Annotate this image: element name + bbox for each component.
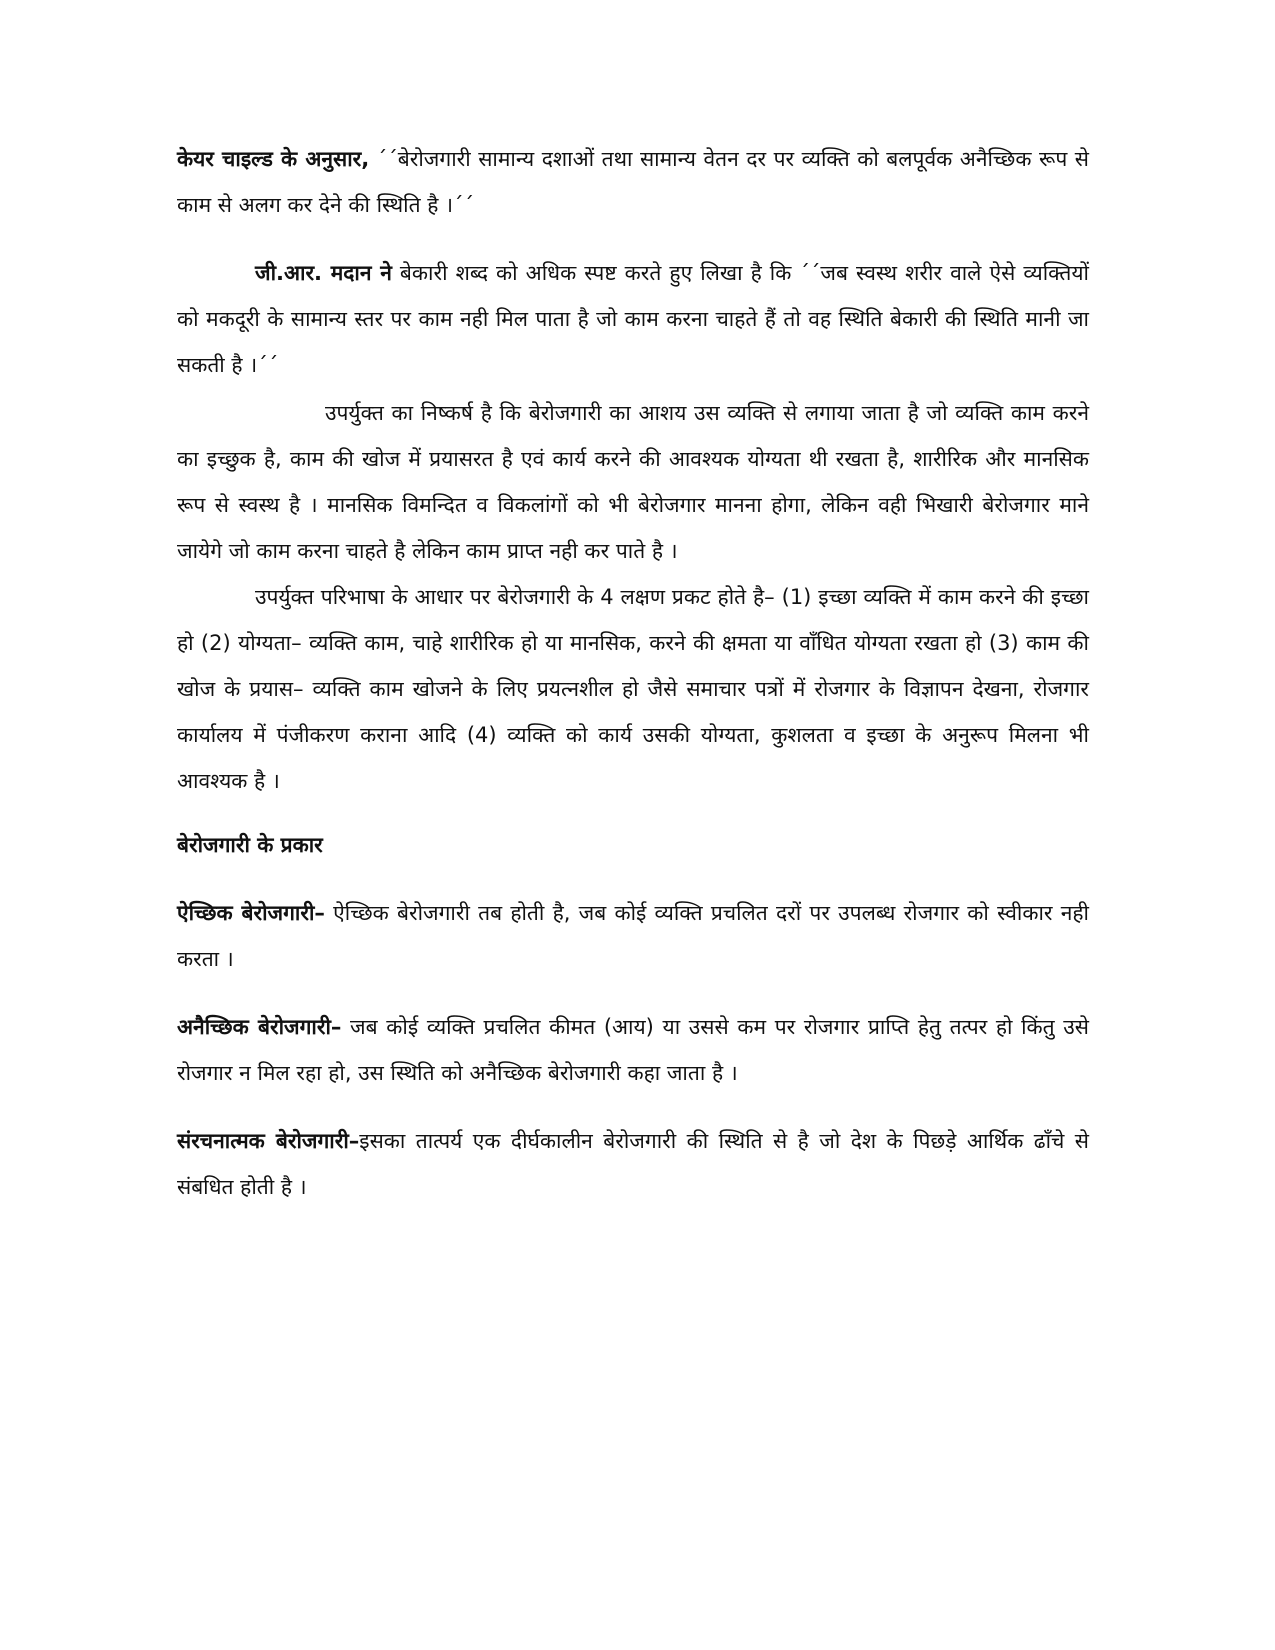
paragraph-lead-bold: ऐच्छिक बेरोजगारी– (177, 901, 325, 925)
paragraph-lead-bold: संरचनात्मक बेरोजगारी– (177, 1129, 360, 1153)
paragraph-involuntary-unemployment (177, 1004, 1089, 1096)
paragraph-lead-bold: जी.आर. मदान ने (255, 261, 392, 285)
paragraph-body: ´´बेरोजगारी सामान्य दशाओं तथा सामान्य वेतन दर पर व्यक्ति को बलपूर्वक अनैच्छिक रूप से काम से अलग कर देने की स्थिति है ।´´ (177, 147, 1089, 217)
paragraph-voluntary-unemployment (177, 890, 1089, 982)
paragraph-body: जब कोई व्यक्ति प्रचलित कीमत (आय) या उससे कम पर रोजगार प्राप्ति हेतु तत्पर हो किंतु उसे रोजगार न मिल रहा हो, उस स्थिति को अनैच्छिक बेरोजगारी कहा जाता है । (177, 1015, 1090, 1085)
paragraph-characteristics (177, 574, 1089, 804)
document-page (177, 136, 1089, 1210)
paragraph-madan-definition (177, 250, 1089, 388)
paragraph-body: इसका तात्पर्य एक दीर्घकालीन बेरोजगारी की स्थिति से है जो देश के पिछड़े आर्थिक ढाँचे से संबधित होती है । (177, 1129, 1089, 1199)
paragraph-body: बेकारी शब्द को अधिक स्पष्ट करते हुए लिखा है कि ´´जब स्वस्थ शरीर वाले ऐसे व्यक्तियों को मकदूरी के सामान्य स्तर पर काम नही मिल पाता है जो काम करना चाहते हैं तो वह स्थिति बेकारी की स्थिति मानी जा सकती है ।´´ (177, 261, 1089, 377)
paragraph-lead-bold: अनैच्छिक बेरोजगारी– (177, 1015, 342, 1039)
paragraph-structural-unemployment (177, 1118, 1089, 1210)
paragraph-body: ऐच्छिक बेरोजगारी तब होती है, जब कोई व्यक्ति प्रचलित दरों पर उपलब्ध रोजगार को स्वीकार नही करता । (177, 901, 1090, 971)
paragraph-care-child-definition (177, 136, 1089, 228)
paragraph-body: उपर्युक्त परिभाषा के आधार पर बेरोजगारी के 4 लक्षण प्रकट होते है– (1) इच्छा व्यक्ति में काम करने की इच्छा हो (2) योग्यता– व्यक्ति काम, चाहे शारीरिक हो या मानसिक, करने की क्षमता या वॉंधित योग्यता रखता हो (3) काम की खोज के प्रयास– व्यक्ति काम खोजने के लिए प्रयत्नशील हो जैसे समाचार पत्रों में रोजगार के विज्ञापन देखना, रोजगार कार्यालय में पंजीकरण कराना आदि (4) व्यक्ति को कार्य उसकी योग्यता, कुशलता व इच्छा के अनुरूप मिलना भी आवश्यक है । (177, 585, 1089, 793)
paragraph-body: उपर्युक्त का निष्कर्ष है कि बेरोजगारी का आशय उस व्यक्ति से लगाया जाता है जो व्यक्ति काम करने का इच्छुक है, काम की खोज में प्रयासरत है एवं कार्य करने की आवश्यक योग्यता थी रखता है, शारीरिक और मानसिक रूप से स्वस्थ है । मानसिक विमन्दित व विकलांगों को भी बेरोजगार मानना होगा, लेकिन वही भिखारी बेरोजगार माने जायेगे जो काम करना चाहते है लेकिन काम प्राप्त नही कर पाते है । (177, 401, 1089, 563)
paragraph-lead-bold: केयर चाइल्ड के अनुसार, (177, 147, 370, 171)
section-heading-types: बेरोजगारी के प्रकार (177, 833, 323, 857)
paragraph-conclusion (177, 390, 1089, 574)
